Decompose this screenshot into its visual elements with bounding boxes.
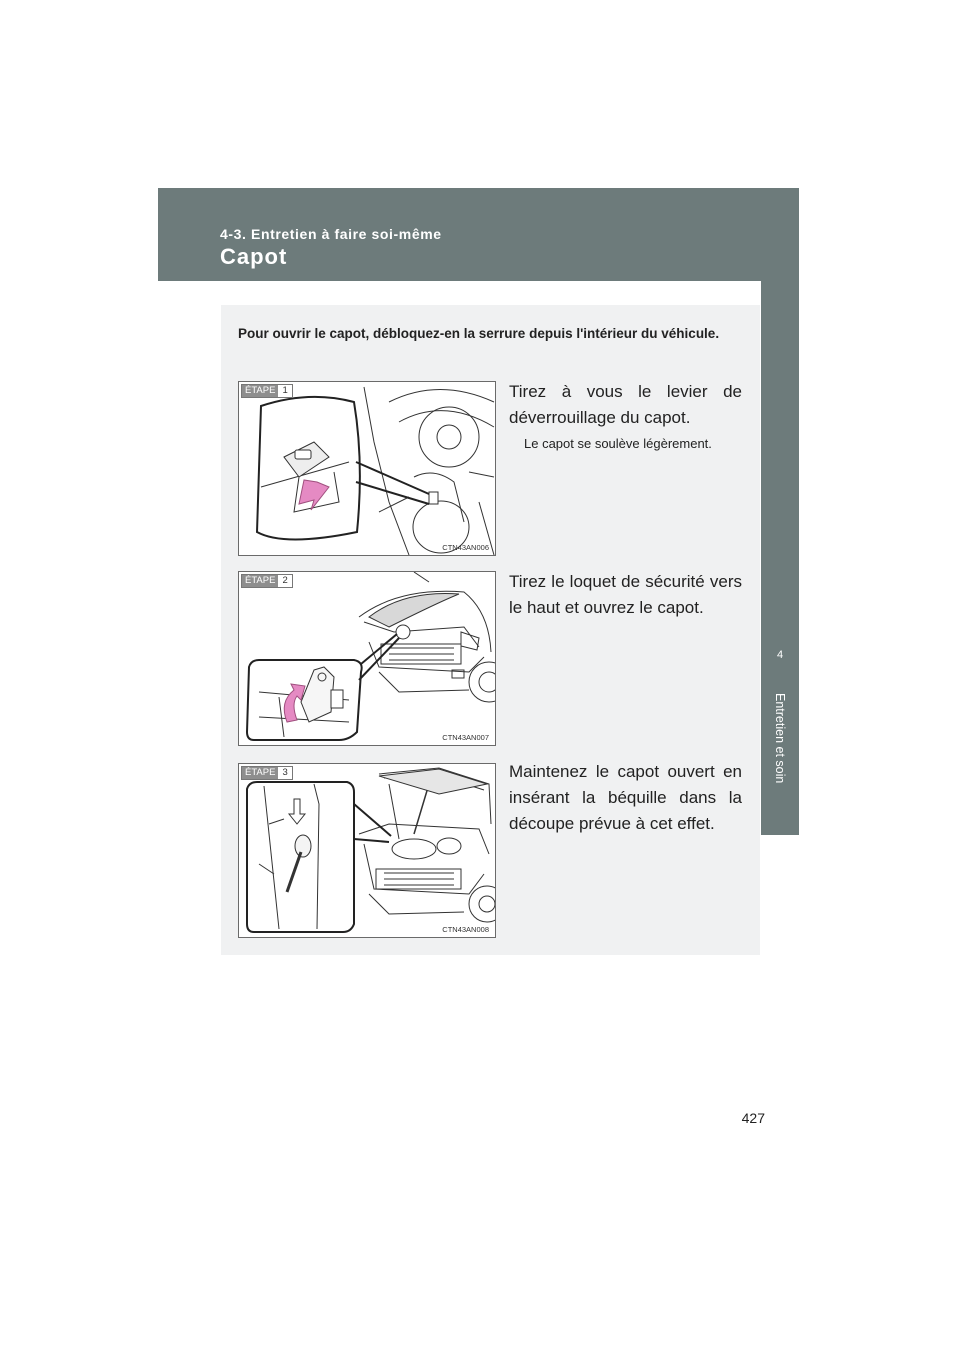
step-3-badge: ÉTAPE 3 <box>241 766 293 780</box>
intro-text: Pour ouvrir le capot, débloquez-en la serrure depuis l'intérieur du véhicule. <box>238 326 720 341</box>
step-1-badge: ÉTAPE 1 <box>241 384 293 398</box>
step-3-figure-code: CTN43AN008 <box>442 925 489 934</box>
chapter-tab <box>761 281 799 835</box>
step-2-text: Tirez le loquet de sécurité vers le haut et ouvrez le capot. <box>509 572 742 617</box>
step-2-badge: ÉTAPE 2 <box>241 574 293 588</box>
page-number: 427 <box>741 1110 765 1126</box>
step-2-figure-code: CTN43AN007 <box>442 733 489 742</box>
step-1-illustration <box>238 381 496 556</box>
step-1-note: Le capot se soulève légèrement. <box>524 436 712 451</box>
hood-release-lever-drawing <box>239 382 495 555</box>
step-3-text: Maintenez le capot ouvert en insérant la béquille dans la découpe prévue à cet effet. <box>509 762 742 833</box>
safety-catch-drawing <box>239 572 495 745</box>
chapter-label: Entretien et soin <box>773 693 787 784</box>
hood-support-rod-drawing <box>239 764 495 937</box>
step-2-illustration <box>238 571 496 746</box>
chapter-number: 4 <box>776 649 784 661</box>
step-1-text: Tirez à vous le levier de déverrouillage du capot. <box>509 382 742 427</box>
page-title: Capot <box>220 244 288 269</box>
section-title: 4-3. Entretien à faire soi-même <box>220 226 442 242</box>
content-panel <box>221 305 760 955</box>
step-1-figure-code: CTN43AN006 <box>442 543 489 552</box>
section-header <box>158 188 799 281</box>
step-3-illustration <box>238 763 496 938</box>
